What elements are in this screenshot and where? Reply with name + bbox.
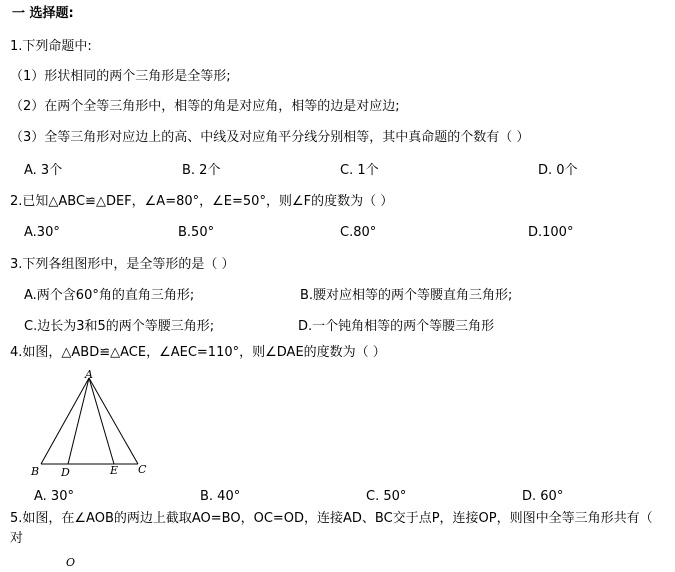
segment-ae — [89, 378, 114, 464]
label-a: A — [85, 370, 93, 381]
q1-option-b[interactable]: B. 2个 — [182, 163, 221, 178]
q1-option-d[interactable]: D. 0个 — [538, 163, 578, 178]
q1-statement-3: （3）全等三角形对应边上的高、中线及对应角平分线分别相等，其中真命题的个数有（ ） — [10, 130, 530, 145]
label-b: B — [31, 465, 40, 478]
q2-stem: 2.已知△ABC≌△DEF，∠A=80°，∠E=50°，则∠F的度数为（ ） — [10, 194, 394, 209]
section-title: 一 选择题: — [12, 6, 74, 21]
label-d: D — [61, 466, 70, 479]
q5-figure-label-o: O — [66, 556, 76, 569]
q1-statement-2: （2）在两个全等三角形中，相等的角是对应角，相等的边是对应边; — [10, 99, 400, 114]
q4-option-b[interactable]: B. 40° — [200, 489, 241, 504]
q4-option-d[interactable]: D. 60° — [522, 489, 564, 504]
segment-ad — [68, 378, 89, 464]
q1-stem: 1.下列命题中: — [10, 39, 92, 54]
q3-option-c[interactable]: C.边长为3和5的两个等腰三角形; — [24, 319, 215, 334]
q1-option-a[interactable]: A. 3个 — [24, 163, 63, 178]
q1-statement-1: （1）形状相同的两个三角形是全等形; — [10, 69, 231, 84]
label-c: C — [138, 463, 147, 476]
q2-option-c[interactable]: C.80° — [340, 225, 377, 240]
label-e: E — [110, 464, 119, 477]
q4-stem: 4.如图，△ABD≌△ACE，∠AEC=110°，则∠DAE的度数为（ ） — [10, 345, 386, 360]
q4-triangle-figure — [28, 370, 168, 480]
q3-option-b[interactable]: B.腰对应相等的两个等腰直角三角形; — [300, 288, 513, 303]
q3-option-a[interactable]: A.两个含60°角的直角三角形; — [24, 288, 195, 303]
q5-stem-line2: 对 — [10, 531, 24, 546]
q3-stem: 3.下列各组图形中，是全等形的是（ ） — [10, 257, 235, 272]
q5-stem-line1: 5.如图，在∠AOB的两边上截取AO=BO，OC=OD，连接AD、BC交于点P，连接OP，则图中全等三角形共有（ — [10, 511, 653, 526]
q1-option-c[interactable]: C. 1个 — [340, 163, 379, 178]
q2-option-d[interactable]: D.100° — [528, 225, 574, 240]
segment-ac — [89, 378, 138, 464]
q4-option-c[interactable]: C. 50° — [366, 489, 407, 504]
q3-option-d[interactable]: D.一个钝角相等的两个等腰三角形 — [298, 319, 495, 334]
q4-option-a[interactable]: A. 30° — [34, 489, 74, 504]
segment-ab — [41, 378, 89, 464]
q2-option-a[interactable]: A.30° — [24, 225, 60, 240]
q2-option-b[interactable]: B.50° — [178, 225, 215, 240]
